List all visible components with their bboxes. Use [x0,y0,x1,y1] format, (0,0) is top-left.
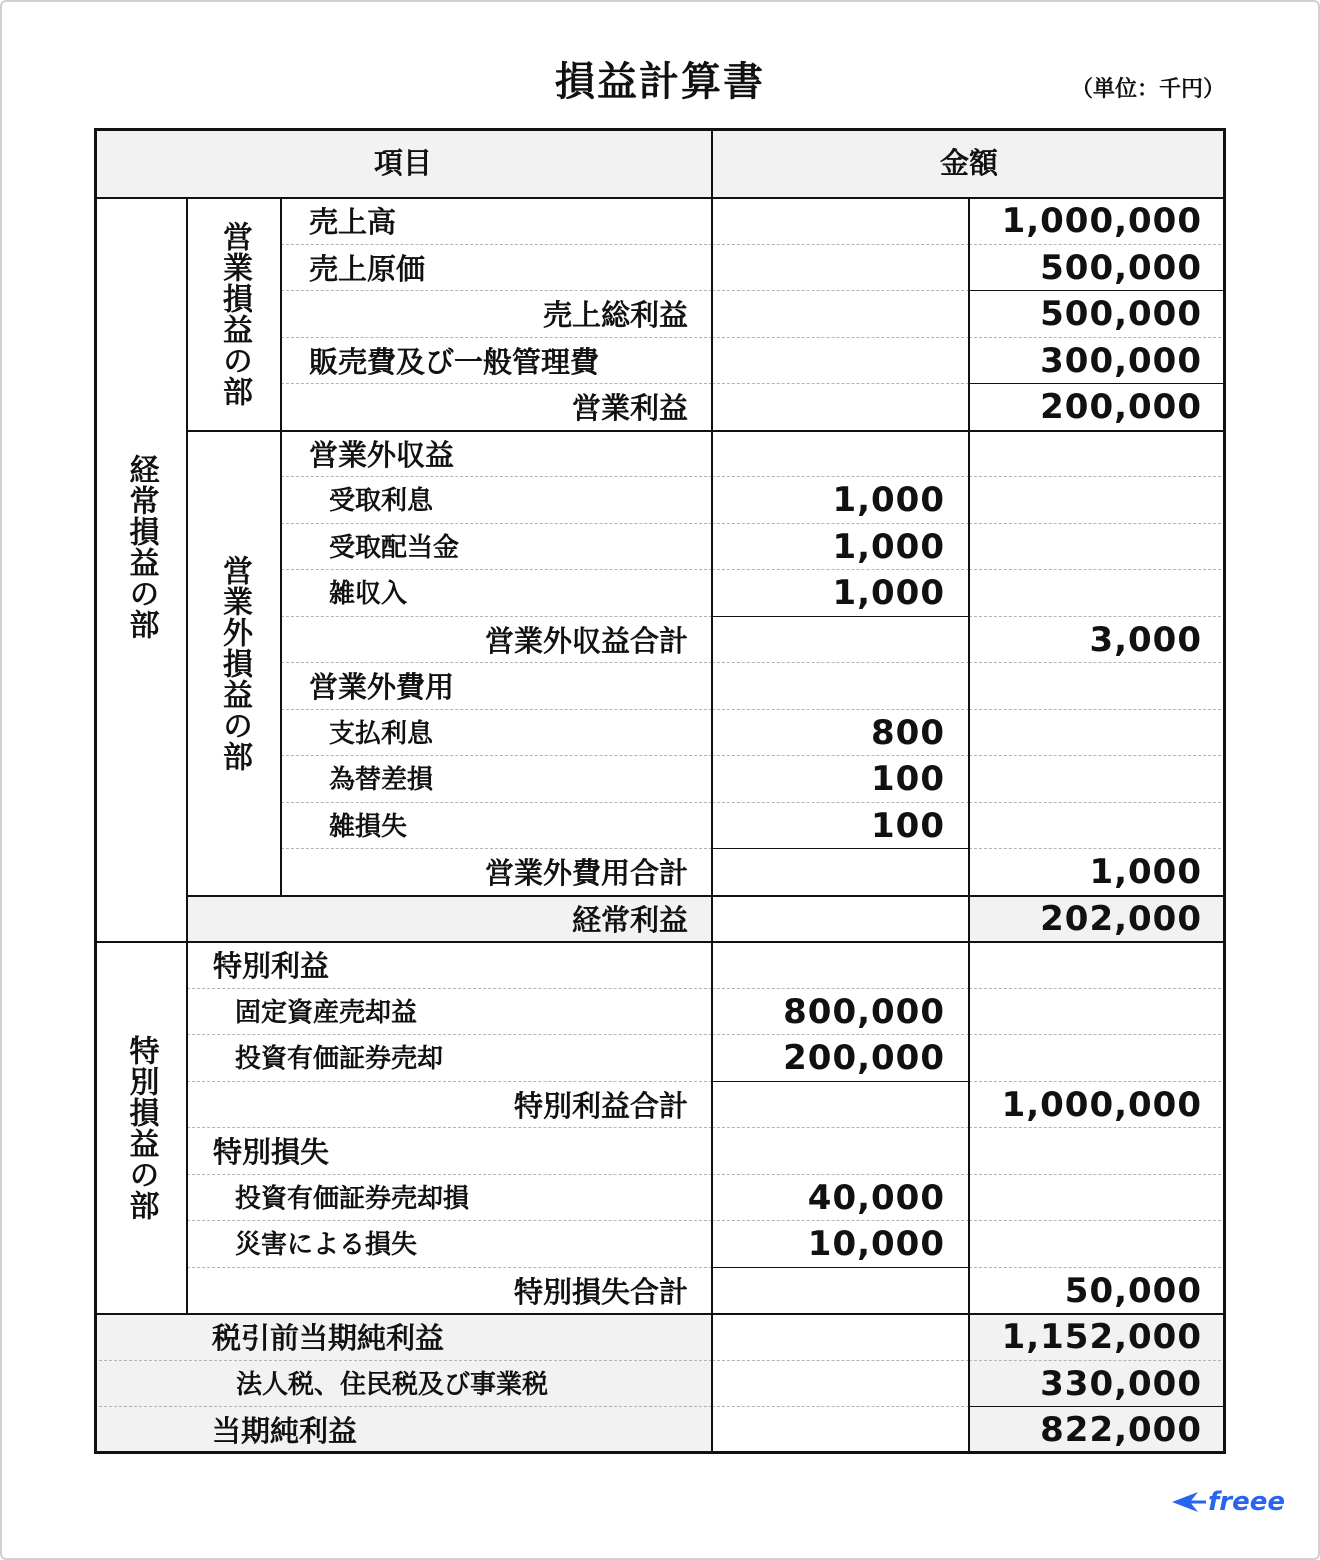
row-inner-amount: 10,000 [807,1224,945,1264]
row-outer-amount: 500,000 [1040,294,1202,334]
row-outer-amount: 1,000,000 [1001,201,1202,241]
row-label: 受取利息 [329,486,434,516]
row-inner-amount: 100 [871,805,945,846]
row-inner-amount: 800,000 [783,991,945,1032]
row-label: 特別利益合計 [513,1088,688,1123]
row-outer-amount: 200,000 [1040,387,1202,427]
row-label: 営業外費用 [309,670,455,704]
row-label: 雑収入 [329,579,408,609]
row-outer-amount: 1,152,000 [1001,1317,1202,1357]
row-label: 特別損失 [213,1135,330,1169]
table-outline [94,128,1226,1454]
row-inner-amount: 40,000 [807,1177,945,1218]
row-label: 固定資産売却益 [235,997,418,1028]
row-label: 法人税、住民税及び事業税 [236,1369,549,1400]
row-inner-amount: 100 [871,759,945,799]
row-outer-amount: 202,000 [1040,898,1202,939]
row-label: 特別利益 [213,949,330,983]
row-outer-amount: 330,000 [1040,1363,1202,1404]
row-label: 販売費及び一般管理費 [309,344,600,379]
section-ordinary: 経常損益の部 [123,453,159,640]
row-inner-amount: 1,000 [832,480,945,520]
row-label: 売上総利益 [542,298,688,332]
section-operating: 営業損益の部 [217,221,252,408]
row-label: 当期純利益 [212,1414,358,1448]
row-outer-amount: 1,000 [1089,852,1202,892]
row-outer-amount: 3,000 [1089,619,1202,660]
row-inner-amount: 1,000 [832,573,945,613]
row-inner-amount: 800 [871,712,945,753]
row-label: 経常利益 [571,902,688,937]
logo-text: freee [1208,1487,1286,1517]
row-label: 税引前当期純利益 [212,1321,445,1355]
row-label: 営業外費用合計 [484,856,688,890]
row-label: 売上高 [309,205,397,239]
row-outer-amount: 822,000 [1040,1410,1202,1450]
row-label: 売上原価 [309,251,426,286]
row-label: 投資有価証券売却 [235,1044,444,1074]
freee-logo [1168,1480,1288,1526]
page-title: 損益計算書 [555,59,765,105]
row-label: 営業外収益合計 [484,623,688,658]
row-label: 雑損失 [329,811,408,842]
row-outer-amount: 500,000 [1040,247,1202,288]
row-label: 営業外収益 [309,437,455,472]
row-outer-amount: 300,000 [1040,340,1202,381]
row-label: 受取配当金 [329,532,460,563]
row-label: 為替差損 [329,765,434,795]
row-label: 営業利益 [571,391,688,425]
section-special: 特別損益の部 [123,1035,159,1221]
row-label: 投資有価証券売却損 [235,1183,470,1214]
row-label: 支払利息 [329,718,434,749]
row-inner-amount: 1,000 [832,526,945,567]
row-outer-amount: 50,000 [1064,1270,1202,1311]
row-label: 災害による損失 [235,1230,418,1260]
unit-label: （単位：千円） [1070,77,1225,102]
header-item: 項目 [373,146,432,180]
row-outer-amount: 1,000,000 [1001,1084,1202,1125]
row-label: 特別損失合計 [513,1274,688,1309]
section-non-operating: 営業外損益の部 [217,554,252,772]
row-inner-amount: 200,000 [783,1038,945,1078]
header-amount: 金額 [939,146,998,180]
